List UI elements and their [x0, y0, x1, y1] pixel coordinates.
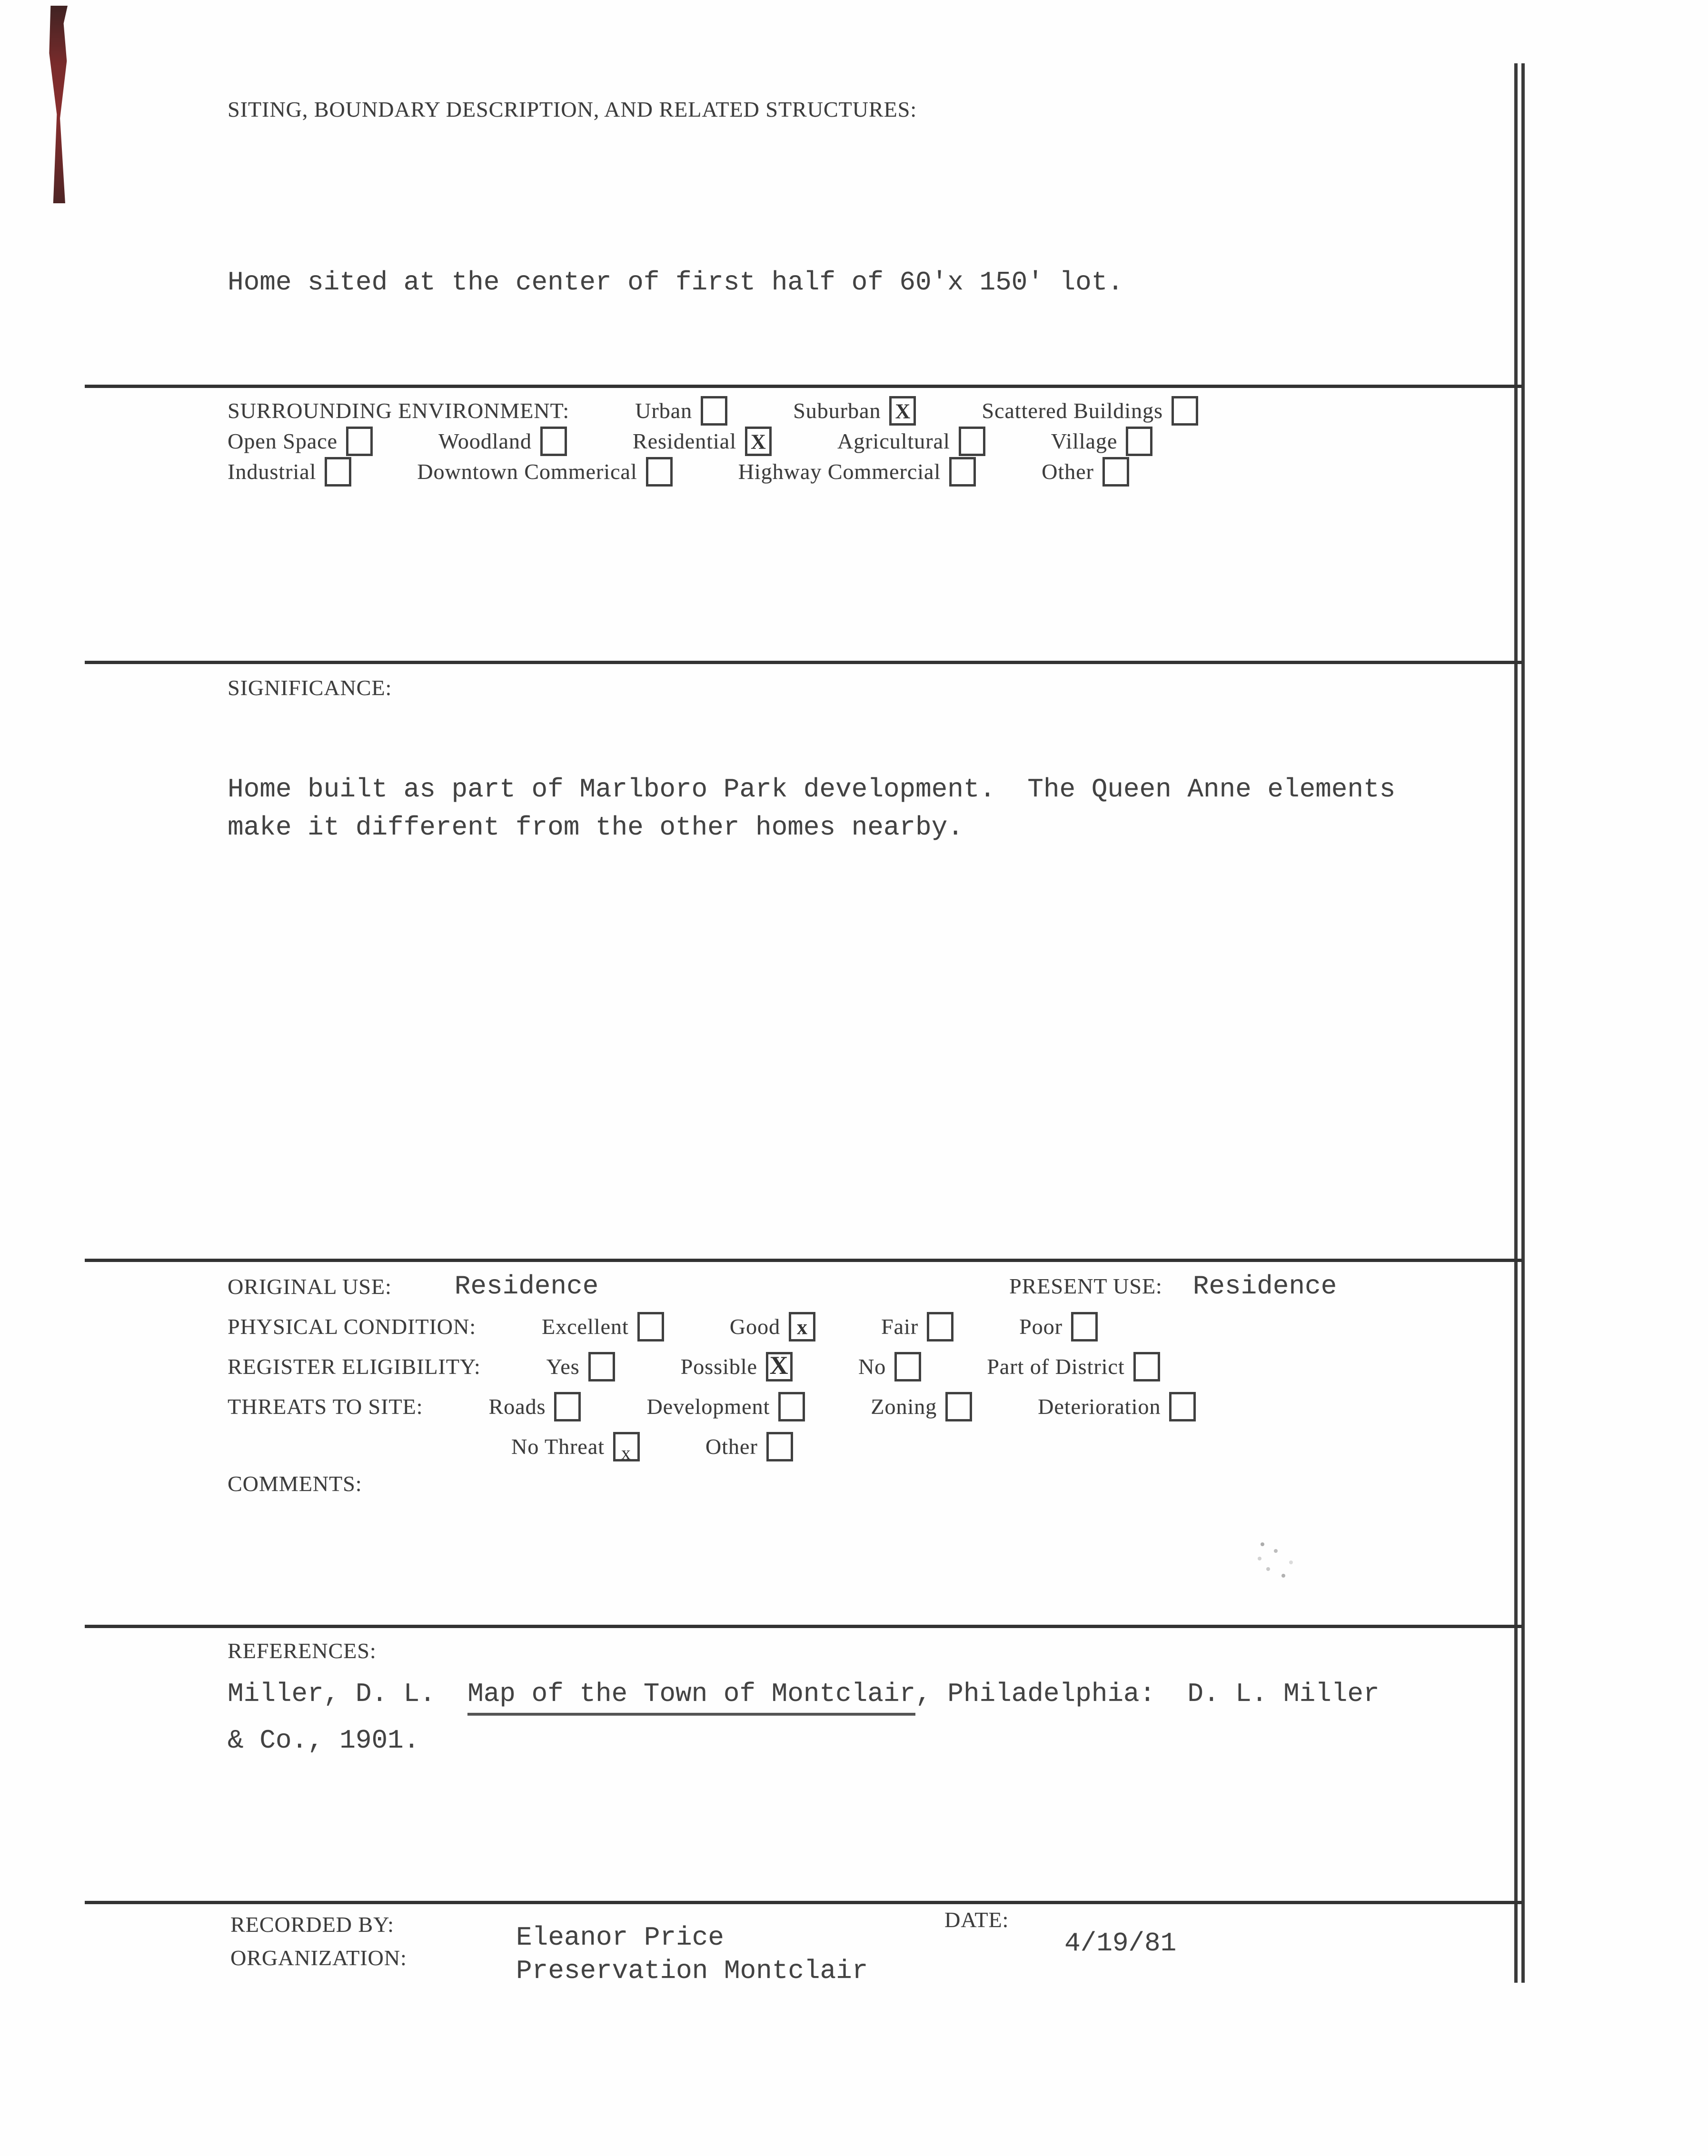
reference-author: Miller, D. L.	[228, 1679, 468, 1709]
residential-checkbox[interactable]	[745, 427, 772, 456]
option-label-yes: Yes	[546, 1354, 580, 1379]
reference-citation-line-2: & Co., 1901.	[228, 1725, 420, 1756]
urban-checkbox[interactable]	[701, 396, 727, 426]
option-poor	[1019, 1312, 1098, 1341]
option-excellent	[542, 1312, 664, 1341]
original-use-label: ORIGINAL USE:	[228, 1274, 392, 1299]
siting-section-label: SITING, BOUNDARY DESCRIPTION, AND RELATED STRUCTURES:	[228, 97, 917, 121]
environment-section-label: SURROUNDING ENVIRONMENT:	[228, 398, 570, 423]
possible-checkbox[interactable]	[766, 1352, 793, 1381]
option-residential	[633, 427, 772, 456]
environment-row-3	[228, 457, 1129, 487]
significance-typed-line-1: Home built as part of Marlboro Park development. The Queen Anne elements	[228, 774, 1396, 805]
good-checkbox[interactable]	[789, 1312, 815, 1341]
option-label-good: Good	[729, 1314, 780, 1339]
option-label-part-of-district: Part of District	[987, 1354, 1125, 1379]
significance-section-label: SIGNIFICANCE:	[228, 676, 392, 700]
register-eligibility-row	[228, 1352, 1160, 1381]
option-label-development: Development	[646, 1394, 770, 1419]
checkbox-mark-good: x	[796, 1315, 807, 1339]
recorded-by-value: Eleanor Price	[516, 1922, 724, 1953]
option-label-suburban: Suburban	[793, 398, 881, 423]
references-section-label: REFERENCES:	[228, 1639, 377, 1663]
downtown-commerical-checkbox[interactable]	[646, 457, 673, 487]
threats-to-site-options-2	[511, 1432, 793, 1464]
threats-to-site-row-2	[511, 1432, 793, 1464]
scattered-buildings-checkbox[interactable]	[1172, 396, 1198, 426]
excellent-checkbox[interactable]	[637, 1312, 664, 1341]
significance-typed-line-2: make it different from the other homes nearby.	[228, 812, 963, 843]
option-yes	[546, 1352, 615, 1381]
reference-publisher: , Philadelphia: D. L. Miller	[915, 1679, 1380, 1709]
option-label-urban: Urban	[635, 398, 693, 423]
reference-title-underlined: Map of the Town of Montclair	[467, 1679, 915, 1716]
option-development	[646, 1392, 805, 1421]
option-label-no-threat: No Threat	[511, 1434, 605, 1459]
environment-options-3	[228, 457, 1129, 487]
no-checkbox[interactable]	[894, 1352, 921, 1381]
option-label-industrial: Industrial	[228, 459, 317, 484]
threats-to-site-label: THREATS TO SITE:	[228, 1394, 423, 1419]
poor-checkbox[interactable]	[1071, 1312, 1098, 1341]
scan-artifact-red-mark	[48, 6, 68, 203]
highway-commercial-checkbox[interactable]	[949, 457, 976, 487]
other-checkbox[interactable]	[1102, 457, 1129, 487]
date-value: 4/19/81	[1064, 1928, 1177, 1958]
option-no-threat	[511, 1432, 640, 1464]
date-label: DATE:	[944, 1908, 1009, 1932]
scan-speckles	[1261, 1542, 1264, 1546]
development-checkbox[interactable]	[778, 1392, 805, 1421]
original-use-value: Residence	[454, 1271, 599, 1302]
option-label-zoning: Zoning	[871, 1394, 937, 1419]
option-suburban	[793, 396, 916, 426]
option-label-agricultural: Agricultural	[837, 428, 950, 453]
card-edge-line-outer	[1514, 63, 1518, 1983]
environment-row-1	[228, 396, 1198, 426]
section-divider-1	[85, 385, 1522, 388]
option-label-downtown-commerical: Downtown Commerical	[417, 459, 637, 484]
section-divider-2	[85, 661, 1522, 664]
option-woodland	[438, 427, 567, 456]
reference-citation-line-1	[228, 1679, 1380, 1709]
present-use-label: PRESENT USE:	[1009, 1274, 1162, 1298]
section-divider-3	[85, 1259, 1522, 1262]
recorded-by-label: RECORDED BY:	[230, 1912, 394, 1937]
environment-options-1	[635, 396, 1198, 426]
environment-options-2	[228, 427, 1152, 456]
option-label-excellent: Excellent	[542, 1314, 629, 1339]
present-use-value: Residence	[1192, 1271, 1337, 1302]
option-label-scattered-buildings: Scattered Buildings	[982, 398, 1163, 423]
option-village	[1051, 427, 1153, 456]
option-label-open-space: Open Space	[228, 428, 338, 453]
register-eligibility-options	[546, 1352, 1160, 1381]
open-space-checkbox[interactable]	[346, 427, 373, 456]
industrial-checkbox[interactable]	[325, 457, 351, 487]
option-deterioration	[1038, 1392, 1196, 1421]
present-use-group	[1009, 1272, 1337, 1302]
physical-condition-row	[228, 1312, 1098, 1341]
comments-section-label: COMMENTS:	[228, 1471, 362, 1496]
option-label-residential: Residential	[632, 428, 736, 453]
option-label-poor: Poor	[1019, 1314, 1063, 1339]
physical-condition-options	[542, 1312, 1098, 1341]
option-no	[858, 1352, 921, 1381]
threats-to-site-row	[228, 1392, 1196, 1421]
option-highway-commercial	[738, 457, 976, 487]
option-roads	[488, 1392, 581, 1421]
environment-row-2	[228, 427, 1152, 456]
physical-condition-label: PHYSICAL CONDITION:	[228, 1314, 477, 1339]
option-label-village: Village	[1051, 428, 1118, 453]
section-divider-5	[85, 1901, 1522, 1904]
register-eligibility-label: REGISTER ELIGIBILITY:	[228, 1354, 481, 1379]
option-downtown-commerical	[417, 457, 672, 487]
checkbox-mark-suburban: X	[895, 399, 911, 423]
siting-typed-value: Home sited at the center of first half of 60'x 150' lot.	[228, 267, 1123, 298]
zoning-checkbox[interactable]	[945, 1392, 972, 1421]
option-fair	[881, 1312, 953, 1341]
village-checkbox[interactable]	[1126, 427, 1152, 456]
other-checkbox[interactable]	[766, 1432, 793, 1461]
yes-checkbox[interactable]	[588, 1352, 615, 1381]
checkbox-mark-possible: X	[769, 1351, 788, 1380]
option-label-possible: Possible	[680, 1354, 757, 1379]
part-of-district-checkbox[interactable]	[1133, 1352, 1160, 1381]
option-good	[730, 1312, 815, 1341]
no-threat-checkbox[interactable]	[613, 1432, 640, 1464]
threats-to-site-options	[488, 1392, 1196, 1421]
option-part-of-district	[987, 1352, 1160, 1381]
option-label-fair: Fair	[881, 1314, 919, 1339]
use-row	[228, 1272, 1518, 1302]
option-zoning	[871, 1392, 972, 1421]
option-label-roads: Roads	[488, 1394, 546, 1419]
checkbox-mark-residential: X	[751, 430, 766, 454]
option-label-other: Other	[1042, 459, 1094, 484]
option-scattered-buildings	[982, 396, 1198, 426]
option-label-highway-commercial: Highway Commercial	[738, 459, 941, 484]
option-label-deterioration: Deterioration	[1038, 1394, 1161, 1419]
option-label-woodland: Woodland	[438, 428, 532, 453]
roads-checkbox[interactable]	[554, 1392, 581, 1421]
section-divider-4	[85, 1625, 1522, 1628]
agricultural-checkbox[interactable]	[959, 427, 985, 456]
option-label-no: No	[858, 1354, 886, 1379]
woodland-checkbox[interactable]	[540, 427, 567, 456]
option-agricultural	[837, 427, 985, 456]
card-edge-line-inner	[1521, 63, 1525, 1983]
option-possible	[681, 1352, 793, 1381]
option-other	[1042, 457, 1129, 487]
option-label-other: Other	[705, 1434, 758, 1459]
option-industrial	[228, 457, 351, 487]
deterioration-checkbox[interactable]	[1169, 1392, 1196, 1421]
option-open-space	[228, 427, 373, 456]
organization-label: ORGANIZATION:	[230, 1946, 407, 1970]
fair-checkbox[interactable]	[927, 1312, 953, 1341]
suburban-checkbox[interactable]	[889, 396, 916, 426]
checkbox-mark-no-threat: x	[621, 1442, 631, 1464]
organization-value: Preservation Montclair	[516, 1956, 868, 1986]
option-other	[705, 1432, 793, 1461]
option-urban	[635, 396, 727, 426]
